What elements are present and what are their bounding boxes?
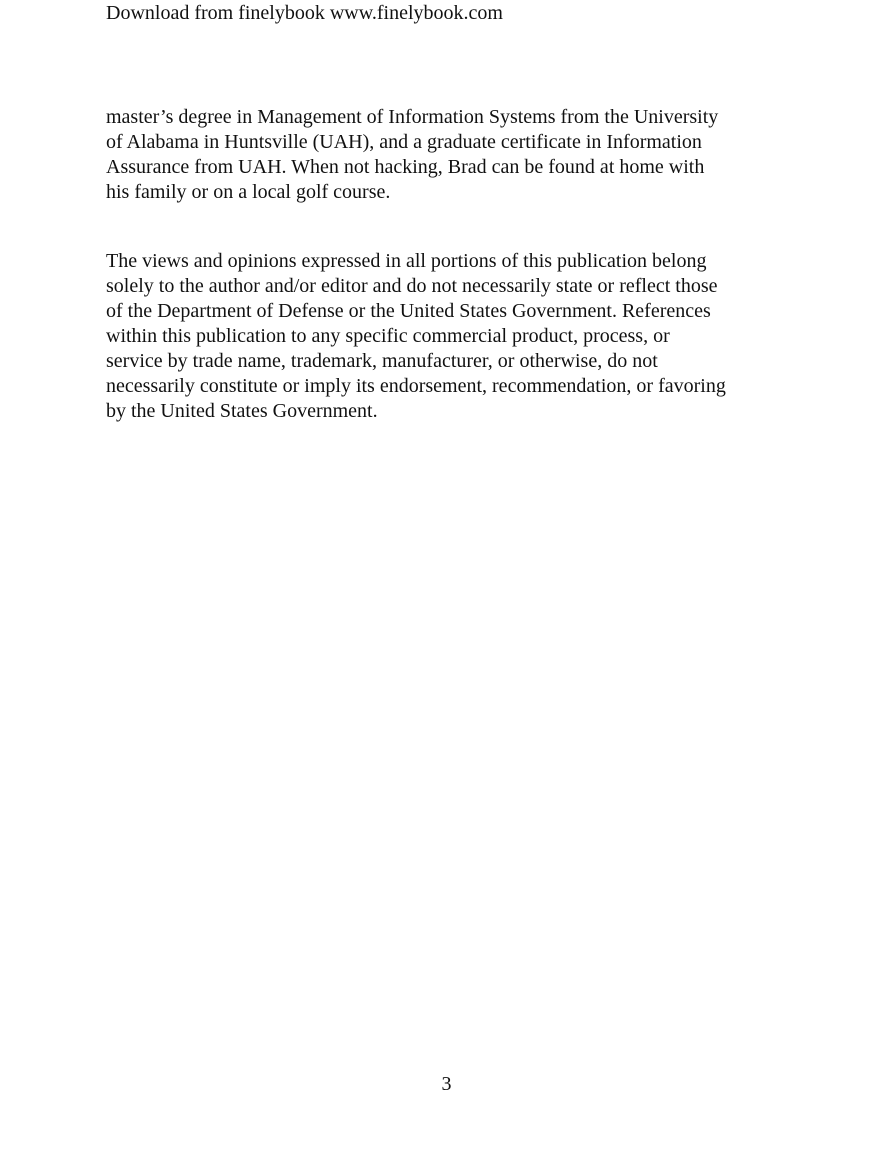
download-header: Download from finelybook www.finelybook.com xyxy=(106,2,503,24)
author-bio-paragraph: master’s degree in Management of Information Systems from the University of Alabama in Huntsville (UAH), and a graduate certificate in Information Assurance from UAH. When not hacking, Brad can be found at home with his family or on a local golf course. xyxy=(106,106,719,203)
disclaimer-paragraph: The views and opinions expressed in all portions of this publication belong solely to the author and/or editor and do not necessarily state or reflect those of the Department of Defense or the United States Government. References within this publication to any specific commercial product, process, or service by trade name, trademark, manufacturer, or otherwise, do not necessarily constitute or imply its endorsement, recommendation, or favoring by the United States Government. xyxy=(106,250,726,422)
page-number: 3 xyxy=(441,1073,452,1095)
page-body xyxy=(106,105,796,424)
